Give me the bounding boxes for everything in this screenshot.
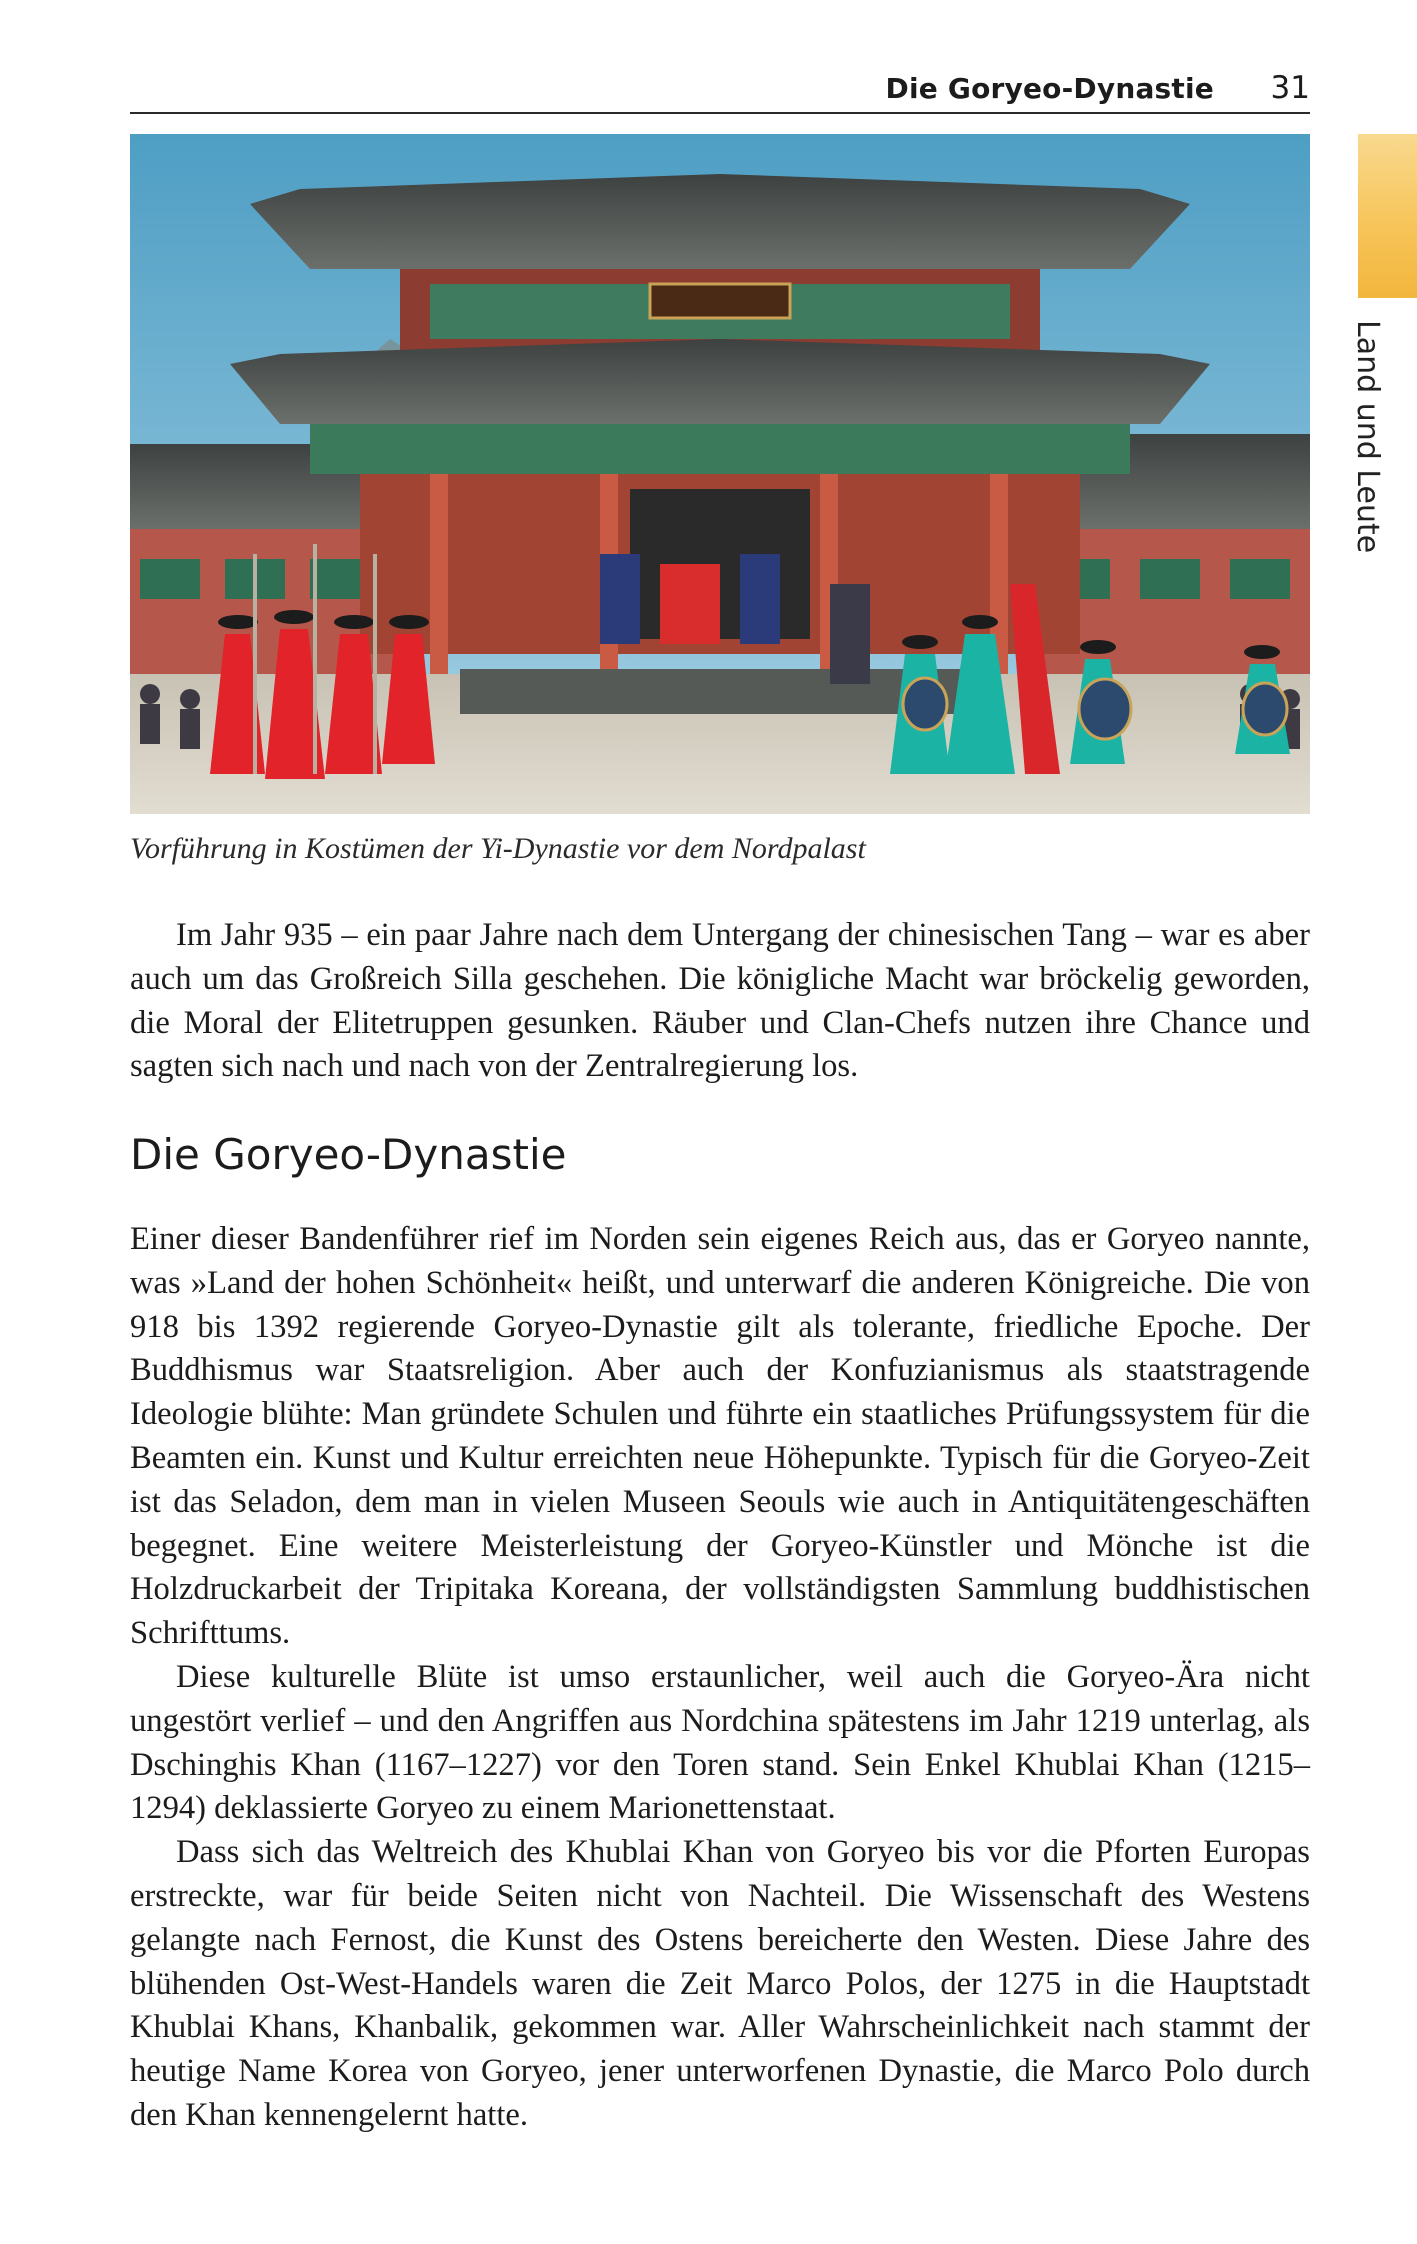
running-header — [130, 66, 1310, 114]
running-title: Die Goryeo-Dynastie — [885, 72, 1214, 105]
intro-text — [130, 914, 1310, 1089]
chapter-tab-label: Land und Leute — [1350, 320, 1385, 554]
section-heading: Die Goryeo-Dynastie — [130, 1130, 567, 1179]
chapter-tab — [1358, 134, 1417, 298]
body-paragraph: Einer dieser Bandenführer rief im Norden sein eigenes Reich aus, das er Goryeo nannte, was »Land der hohen Schönheit« heißt, und unterwarf die anderen Königreiche. Die von 918 bis 1392 regierende Goryeo-Dynastie gilt als tolerante, friedliche Epoche. Der Buddhismus war Staatsreligion. Aber auch der Konfuzianismus als staatstragende Ideologie blühte: Man gründete Schulen und führte ein staatliches Prüfungssystem für die Beamten ein. Kunst und Kultur erreichten neue Höhepunkte. Typisch für die Goryeo-Zeit ist das Seladon, dem man in vielen Museen Seouls wie auch in Antiquitätengeschäften begegnet. Eine weitere Meisterleistung der Goryeo-Künstler und Mönche ist die Holzdruckarbeit der Tripitaka Koreana, der vollständigsten Sammlung buddhistischen Schrifttums. — [130, 1221, 1310, 1652]
section-body — [130, 1218, 1310, 2138]
palace-photo — [130, 134, 1310, 814]
body-paragraph: Dass sich das Weltreich des Khublai Khan von Goryeo bis vor die Pforten Europas erstreckte, war für beide Seiten nicht von Nachteil. Die Wissenschaft des Westens gelangte nach Fernost, die Kunst des Ostens bereicherte den Westen. Diese Jahre des blühenden Ost-West-Handels waren die Zeit Marco Polos, der 1275 in die Hauptstadt Khublai Khans, Khanbalik, gekommen war. Aller Wahrscheinlichkeit nach stammt der heutige Name Korea von Goryeo, jener unterworfenen Dynastie, die Marco Polo durch den Khan kennengelernt hatte. — [130, 1834, 1310, 2133]
body-paragraph: Diese kulturelle Blüte ist umso erstaunlicher, weil auch die Goryeo-Ära nicht ungestört verlief – und den Angriffen aus Nordchina spätestens im Jahr 1219 unterlag, als Dschinghis Khan (1167–1227) vor den Toren stand. Sein Enkel Khublai Khan (1215–1294) deklassierte Goryeo zu einem Marionettenstaat. — [130, 1658, 1310, 1827]
page-number: 31 — [1270, 70, 1310, 106]
palace-illustration — [130, 134, 1310, 814]
intro-paragraph: Im Jahr 935 – ein paar Jahre nach dem Untergang der chinesischen Tang – war es aber auch um das Großreich Silla geschehen. Die königliche Macht war bröckelig geworden, die Moral der Elitetruppen gesunken. Räuber und Clan-Chefs nutzen ihre Chance und sagten sich nach und nach von der Zentralregierung los. — [130, 917, 1310, 1085]
figure-caption: Vorführung in Kostümen der Yi-Dynastie vor dem Nordpalast — [130, 832, 866, 865]
